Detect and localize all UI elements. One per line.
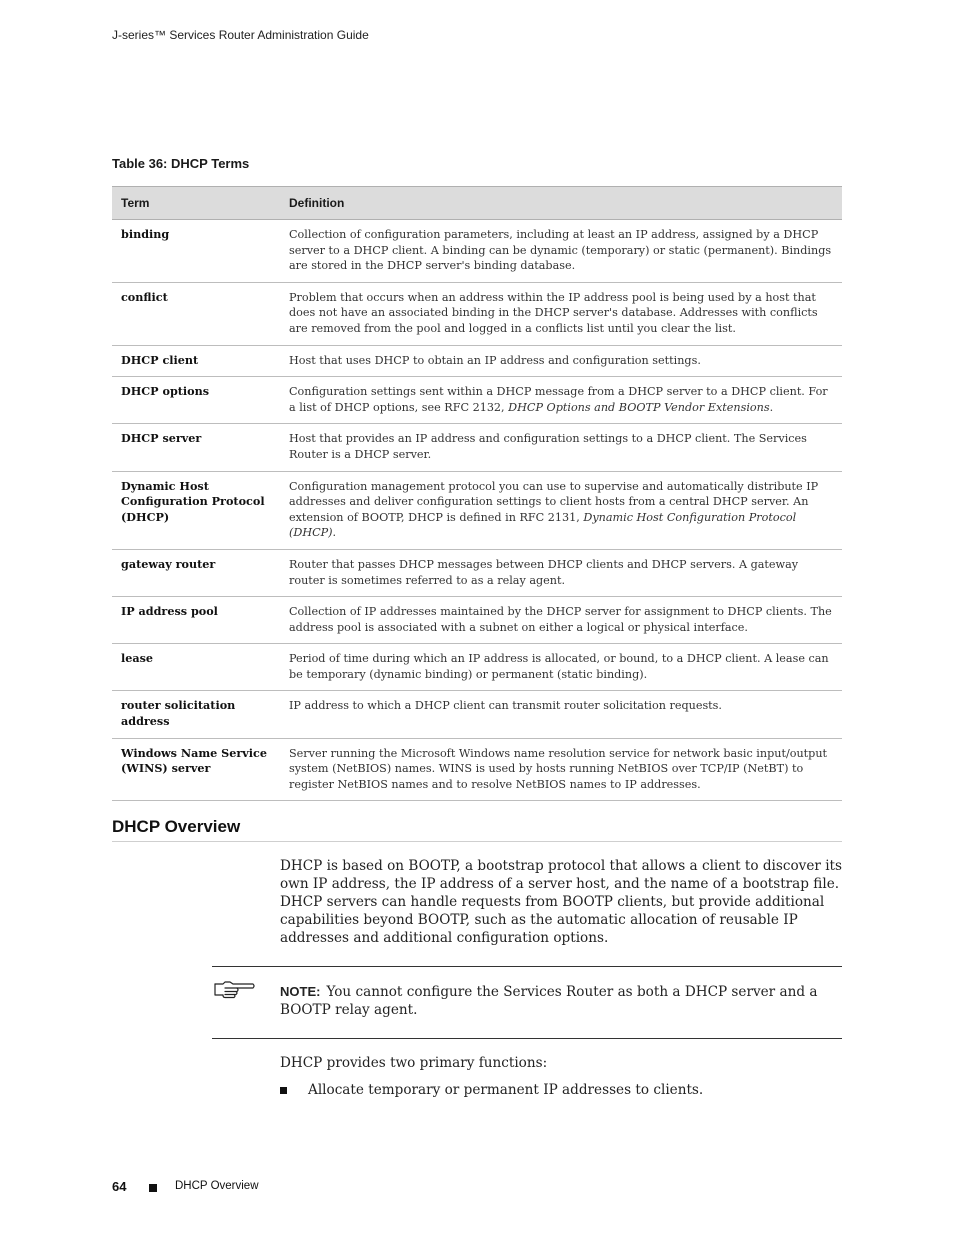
definition-text: Configuration settings sent within a DHCP message from a DHCP server to a DHCP client. For a list of DHCP options, see RFC 2132, [289,385,828,414]
definition-text: Period of time during which an IP address is allocated, or bound, to a DHCP client. A lease can be temporary (dynamic binding) or permanent (static binding). [289,652,829,681]
definition-cell [280,345,842,377]
table-row [112,597,842,644]
definition-cell [280,424,842,471]
table-row [112,549,842,596]
definition-text: Host that provides an IP address and configuration settings to a DHCP client. The Services Router is a DHCP server. [289,432,807,461]
bullet-square-icon [280,1087,287,1094]
definition-cell [280,738,842,801]
running-header: J-series™ Services Router Administration Guide [112,28,369,42]
note-callout [280,983,844,1019]
definition-cell [280,597,842,644]
definition-cell [280,282,842,345]
term-cell: conflict [112,282,280,345]
footer-separator-icon [149,1184,157,1192]
term-cell: Dynamic Host Configuration Protocol (DHCP) [112,471,280,549]
definition-text: Router that passes DHCP messages between DHCP clients and DHCP servers. A gateway router is sometimes referred to as a relay agent. [289,557,799,587]
note-text: You cannot configure the Services Router as both a DHCP server and a BOOTP relay agent. [280,984,818,1018]
definition-cell [280,220,842,283]
term-cell: gateway router [112,549,280,596]
definition-text: Problem that occurs when an address within the IP address pool is being used by a host that does not have an associated binding in the DHCP server's database. Addresses with conflicts are removed from the pool and logged in a conflicts list until you clear the list. [289,290,818,335]
page-number: 64 [112,1179,127,1194]
table-caption: Table 36: DHCP Terms [112,156,250,171]
definition-text: Configuration management protocol you can use to supervise and automatically distribute IP addresses and deliver configuration settings to client hosts from a central DHCP server. An extension of BOOTP, DHCP is defined in RFC 2131, [289,479,819,524]
term-cell: lease [112,644,280,691]
definition-cell [280,471,842,549]
term-cell: binding [112,220,280,283]
definition-cell [280,644,842,691]
table-row [112,220,842,283]
pointing-hand-icon [213,978,255,1000]
functions-intro: DHCP provides two primary functions: [280,1055,548,1071]
note-bottom-rule [212,1038,842,1039]
bullet-text: Allocate temporary or permanent IP addresses to clients. [308,1082,704,1098]
definition-text: Collection of configuration parameters, including at least an IP address, assigned by a DHCP server to a DHCP client. A binding can be dynamic (temporary) or static (permanent). Bindings are stored in the DHCP server's binding database. [289,228,832,273]
term-cell: Windows Name Service (WINS) server [112,738,280,801]
table-row [112,691,842,738]
definition-cell [280,377,842,424]
definition-text: . [332,526,337,540]
definition-cell [280,549,842,596]
table-row [112,377,842,424]
term-cell: IP address pool [112,597,280,644]
definition-cell [280,691,842,738]
overview-paragraph: DHCP is based on BOOTP, a bootstrap protocol that allows a client to discover its own IP address, the IP address of a server host, and the name of a bootstrap file. DHCP servers can handle requests from BOOTP clients, but provide additional capabilities beyond BOOTP, such as the automatic allocation of reusable IP addresses and additional configuration options. [280,858,842,946]
note-top-rule [212,966,842,967]
column-header-term: Term [112,187,280,220]
table-row [112,345,842,377]
term-cell: router solicitation address [112,691,280,738]
footer-section-title: DHCP Overview [175,1180,259,1192]
definition-text: Collection of IP addresses maintained by the DHCP server for assignment to DHCP clients. The address pool is associated with a subnet on either a logical or physical interface. [289,605,832,634]
column-header-definition: Definition [280,187,842,220]
section-heading: DHCP Overview [112,817,241,836]
table-row [112,738,842,801]
definition-text: . [769,400,774,414]
definition-text: Host that uses DHCP to obtain an IP address and configuration settings. [289,353,701,367]
term-cell: DHCP options [112,377,280,424]
section-divider [112,841,842,842]
term-cell: DHCP server [112,424,280,471]
table-row [112,282,842,345]
table-row [112,471,842,549]
table-row [112,644,842,691]
table-row [112,424,842,471]
definition-italic-title: DHCP Options and BOOTP Vendor Extensions [508,400,770,414]
term-cell: DHCP client [112,345,280,377]
dhcp-terms-table [112,186,842,801]
definition-text: IP address to which a DHCP client can transmit router solicitation requests. [289,699,722,713]
note-label: NOTE: [280,984,321,999]
definition-text: Server running the Microsoft Windows name resolution service for network basic input/output system (NetBIOS) names. WINS is used by hosts running NetBIOS over TCP/IP (NetBT) to register NetBIOS names and to resolve NetBIOS names to IP addresses. [289,746,828,791]
definition-italic-title: Dynamic Host Configuration Protocol (DHCP) [289,510,797,540]
table-header-row [112,187,842,220]
